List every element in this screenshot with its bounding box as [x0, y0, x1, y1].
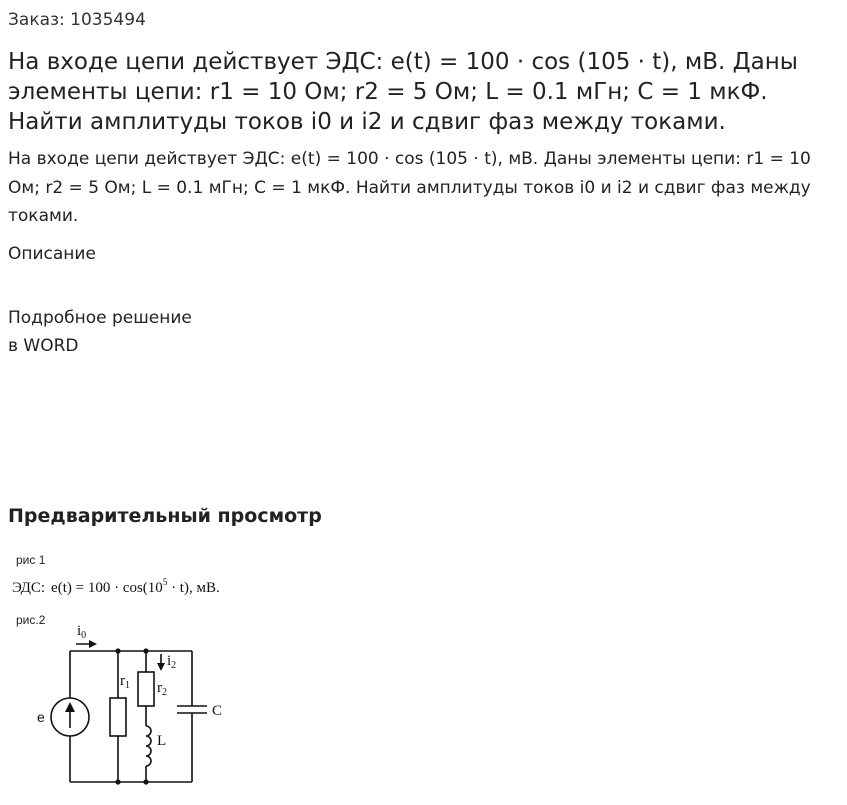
junction-dot-bottom-2 [143, 779, 148, 784]
emf-main: e(t) = 100 · cos(10 [51, 580, 163, 596]
description-line-1: Подробное решение [8, 308, 192, 328]
fig2-label: рис.2 [16, 613, 46, 627]
emf-prefix: ЭДС: [12, 580, 46, 596]
r2-resistor-icon [138, 672, 154, 706]
description-line-2: в WORD [8, 336, 79, 356]
i0-arrow-head-icon [89, 640, 97, 648]
emf-exponent: 5 [162, 577, 168, 587]
inductor-label: L [157, 733, 167, 749]
emf-formula [12, 577, 220, 596]
r2-label: $r_2$ [157, 680, 167, 698]
page-title: На входе цепи действует ЭДС: e(t) = 100 · cos (105 · t), мВ. Даны элементы цепи: r1 = 10 Ом; r2 = 5 Ом; L = 0.1 мГн; C = 1 мкФ. Найти амплитуды токов i0 и i2 и сдвиг фаз между токами. [8, 49, 798, 135]
junction-dot-top-2 [143, 648, 148, 653]
i2-arrow-head-icon [157, 663, 165, 671]
source-label: e [37, 709, 45, 725]
description-heading: Описание [8, 244, 96, 264]
capacitor-label: C [212, 703, 223, 719]
fig1-label: рис 1 [16, 553, 46, 567]
task-text: На входе цепи действует ЭДС: e(t) = 100 · cos (105 · t), мВ. Даны элементы цепи: r1 = 10 Ом; r2 = 5 Ом; L = 0.1 мГн; C = 1 мкФ. Найти амплитуды токов i0 и i2 и сдвиг фаз между токами. [8, 149, 811, 226]
r1-resistor-icon [110, 698, 126, 736]
i2-label: $i_2$ [167, 653, 177, 671]
i0-label: $i_0$ [77, 623, 87, 641]
circuit-diagram [51, 644, 207, 782]
order-number: Заказ: 1035494 [8, 10, 146, 30]
emf-tail: · t), мВ. [167, 580, 220, 596]
source-arrow-head-icon [65, 702, 75, 712]
preview-heading: Предварительный просмотр [8, 505, 322, 527]
preview-image [0, 540, 300, 801]
r1-label: $r_1$ [120, 673, 130, 691]
junction-dot-top-1 [115, 648, 120, 653]
junction-dot-bottom-1 [115, 779, 120, 784]
inductor-icon [146, 726, 151, 766]
preview-svg [0, 540, 300, 801]
